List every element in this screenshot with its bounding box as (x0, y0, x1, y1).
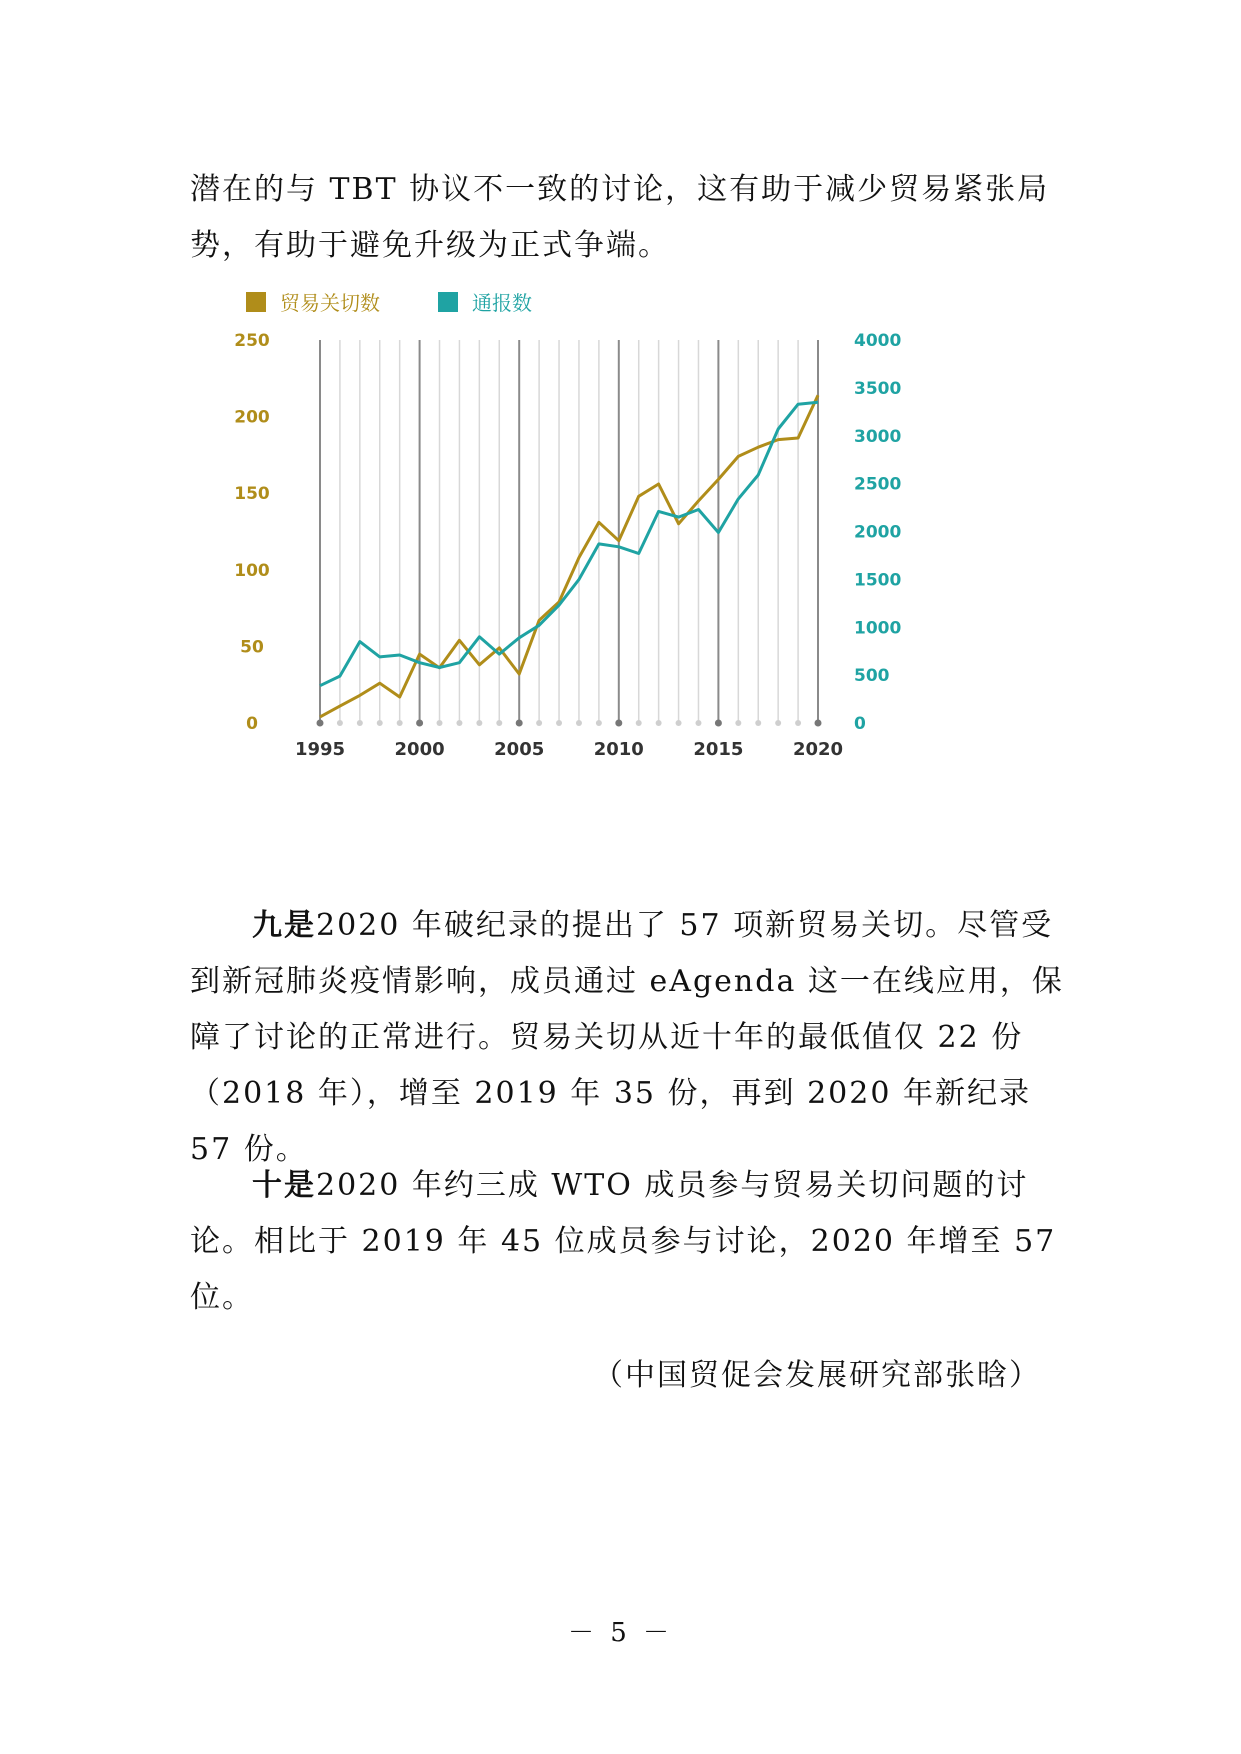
page-number: － 5 － (567, 1618, 674, 1648)
x-tick-dot (795, 720, 801, 726)
x-tick-label: 1995 (294, 739, 346, 760)
trade-concerns-chart (230, 290, 950, 770)
x-tick-dot (815, 720, 822, 727)
series-line-concerns (320, 395, 818, 717)
left-y-tick-label: 50 (240, 637, 264, 658)
paragraph-text: 潜在的与 TBT 协议不一致的讨论，这有助于减少贸易紧张局势，有助于避免升级为正式争端。 (190, 172, 1050, 263)
paragraph-ninth-point (190, 898, 1070, 1178)
left-y-tick-label: 0 (246, 714, 258, 734)
x-tick-dot (695, 720, 701, 726)
x-tick-dot (576, 720, 582, 726)
x-tick-dot (656, 720, 662, 726)
chart-legend (246, 291, 532, 315)
x-tick-label: 2010 (593, 739, 644, 760)
right-y-tick-label: 1500 (854, 570, 902, 591)
x-tick-dot (317, 720, 324, 727)
right-y-tick-label: 1000 (854, 618, 902, 639)
legend-notifications-label: 通报数 (472, 291, 532, 315)
paragraph-lead: 九是 (252, 908, 316, 943)
x-tick-dot (596, 720, 602, 726)
paragraph-tbt-discussion (190, 162, 1070, 274)
x-tick-dot (437, 720, 443, 726)
paragraph-tenth-point (190, 1158, 1070, 1326)
right-y-tick-label: 2000 (854, 522, 902, 543)
legend-concerns-swatch (246, 292, 266, 312)
chart-series-lines (320, 395, 818, 717)
x-tick-dot (735, 720, 741, 726)
x-tick-dot (775, 720, 781, 726)
x-tick-dot (676, 720, 682, 726)
right-y-tick-label: 500 (854, 666, 890, 687)
x-tick-label: 2015 (693, 739, 744, 760)
x-tick-dot (416, 720, 423, 727)
x-tick-dot (377, 720, 383, 726)
x-tick-label: 2005 (494, 739, 545, 760)
paragraph-text: 2020 年约三成 WTO 成员参与贸易关切问题的讨论。相比于 2019 年 45 位成员参与讨论，2020 年增至 57 位。 (190, 1168, 1057, 1315)
right-y-tick-label: 0 (854, 714, 866, 734)
x-tick-dot (636, 720, 642, 726)
source-attribution: （中国贸促会发展研究部张晗） (593, 1358, 1041, 1393)
x-tick-dot (715, 720, 722, 727)
x-tick-dot (456, 720, 462, 726)
x-tick-dot (397, 720, 403, 726)
paragraph-lead: 十是 (252, 1168, 316, 1203)
x-tick-dot (476, 720, 482, 726)
right-y-tick-label: 3000 (854, 426, 902, 447)
x-tick-dot (357, 720, 363, 726)
right-y-tick-label: 3500 (854, 378, 902, 399)
series-line-notifications (320, 402, 818, 686)
right-y-tick-label: 4000 (854, 331, 902, 351)
left-y-tick-label: 200 (234, 407, 270, 428)
x-tick-dot (337, 720, 343, 726)
x-tick-dot (556, 720, 562, 726)
left-y-tick-label: 250 (234, 331, 270, 351)
x-tick-label: 2000 (394, 739, 445, 760)
x-tick-dot (536, 720, 542, 726)
x-tick-label: 2020 (792, 739, 844, 760)
paragraph-text: 2020 年破纪录的提出了 57 项新贸易关切。尽管受到新冠肺炎疫情影响，成员通过 eAgenda 这一在线应用，保障了讨论的正常进行。贸易关切从近十年的最低值仅 22 份（2018 年），增至 2019 年 35 份，再到 2020 年新纪录 57 份。 (190, 908, 1064, 1167)
x-tick-dot (516, 720, 523, 727)
legend-notifications-swatch (438, 292, 458, 312)
x-tick-dot (496, 720, 502, 726)
x-tick-dot (615, 720, 622, 727)
chart-axis-ticks (234, 331, 901, 760)
x-tick-dot (755, 720, 761, 726)
right-y-tick-label: 2500 (854, 474, 902, 495)
left-y-tick-label: 100 (234, 560, 270, 581)
chart-gridlines (317, 340, 822, 727)
left-y-tick-label: 150 (234, 484, 270, 505)
legend-concerns-label: 贸易关切数 (280, 291, 380, 315)
